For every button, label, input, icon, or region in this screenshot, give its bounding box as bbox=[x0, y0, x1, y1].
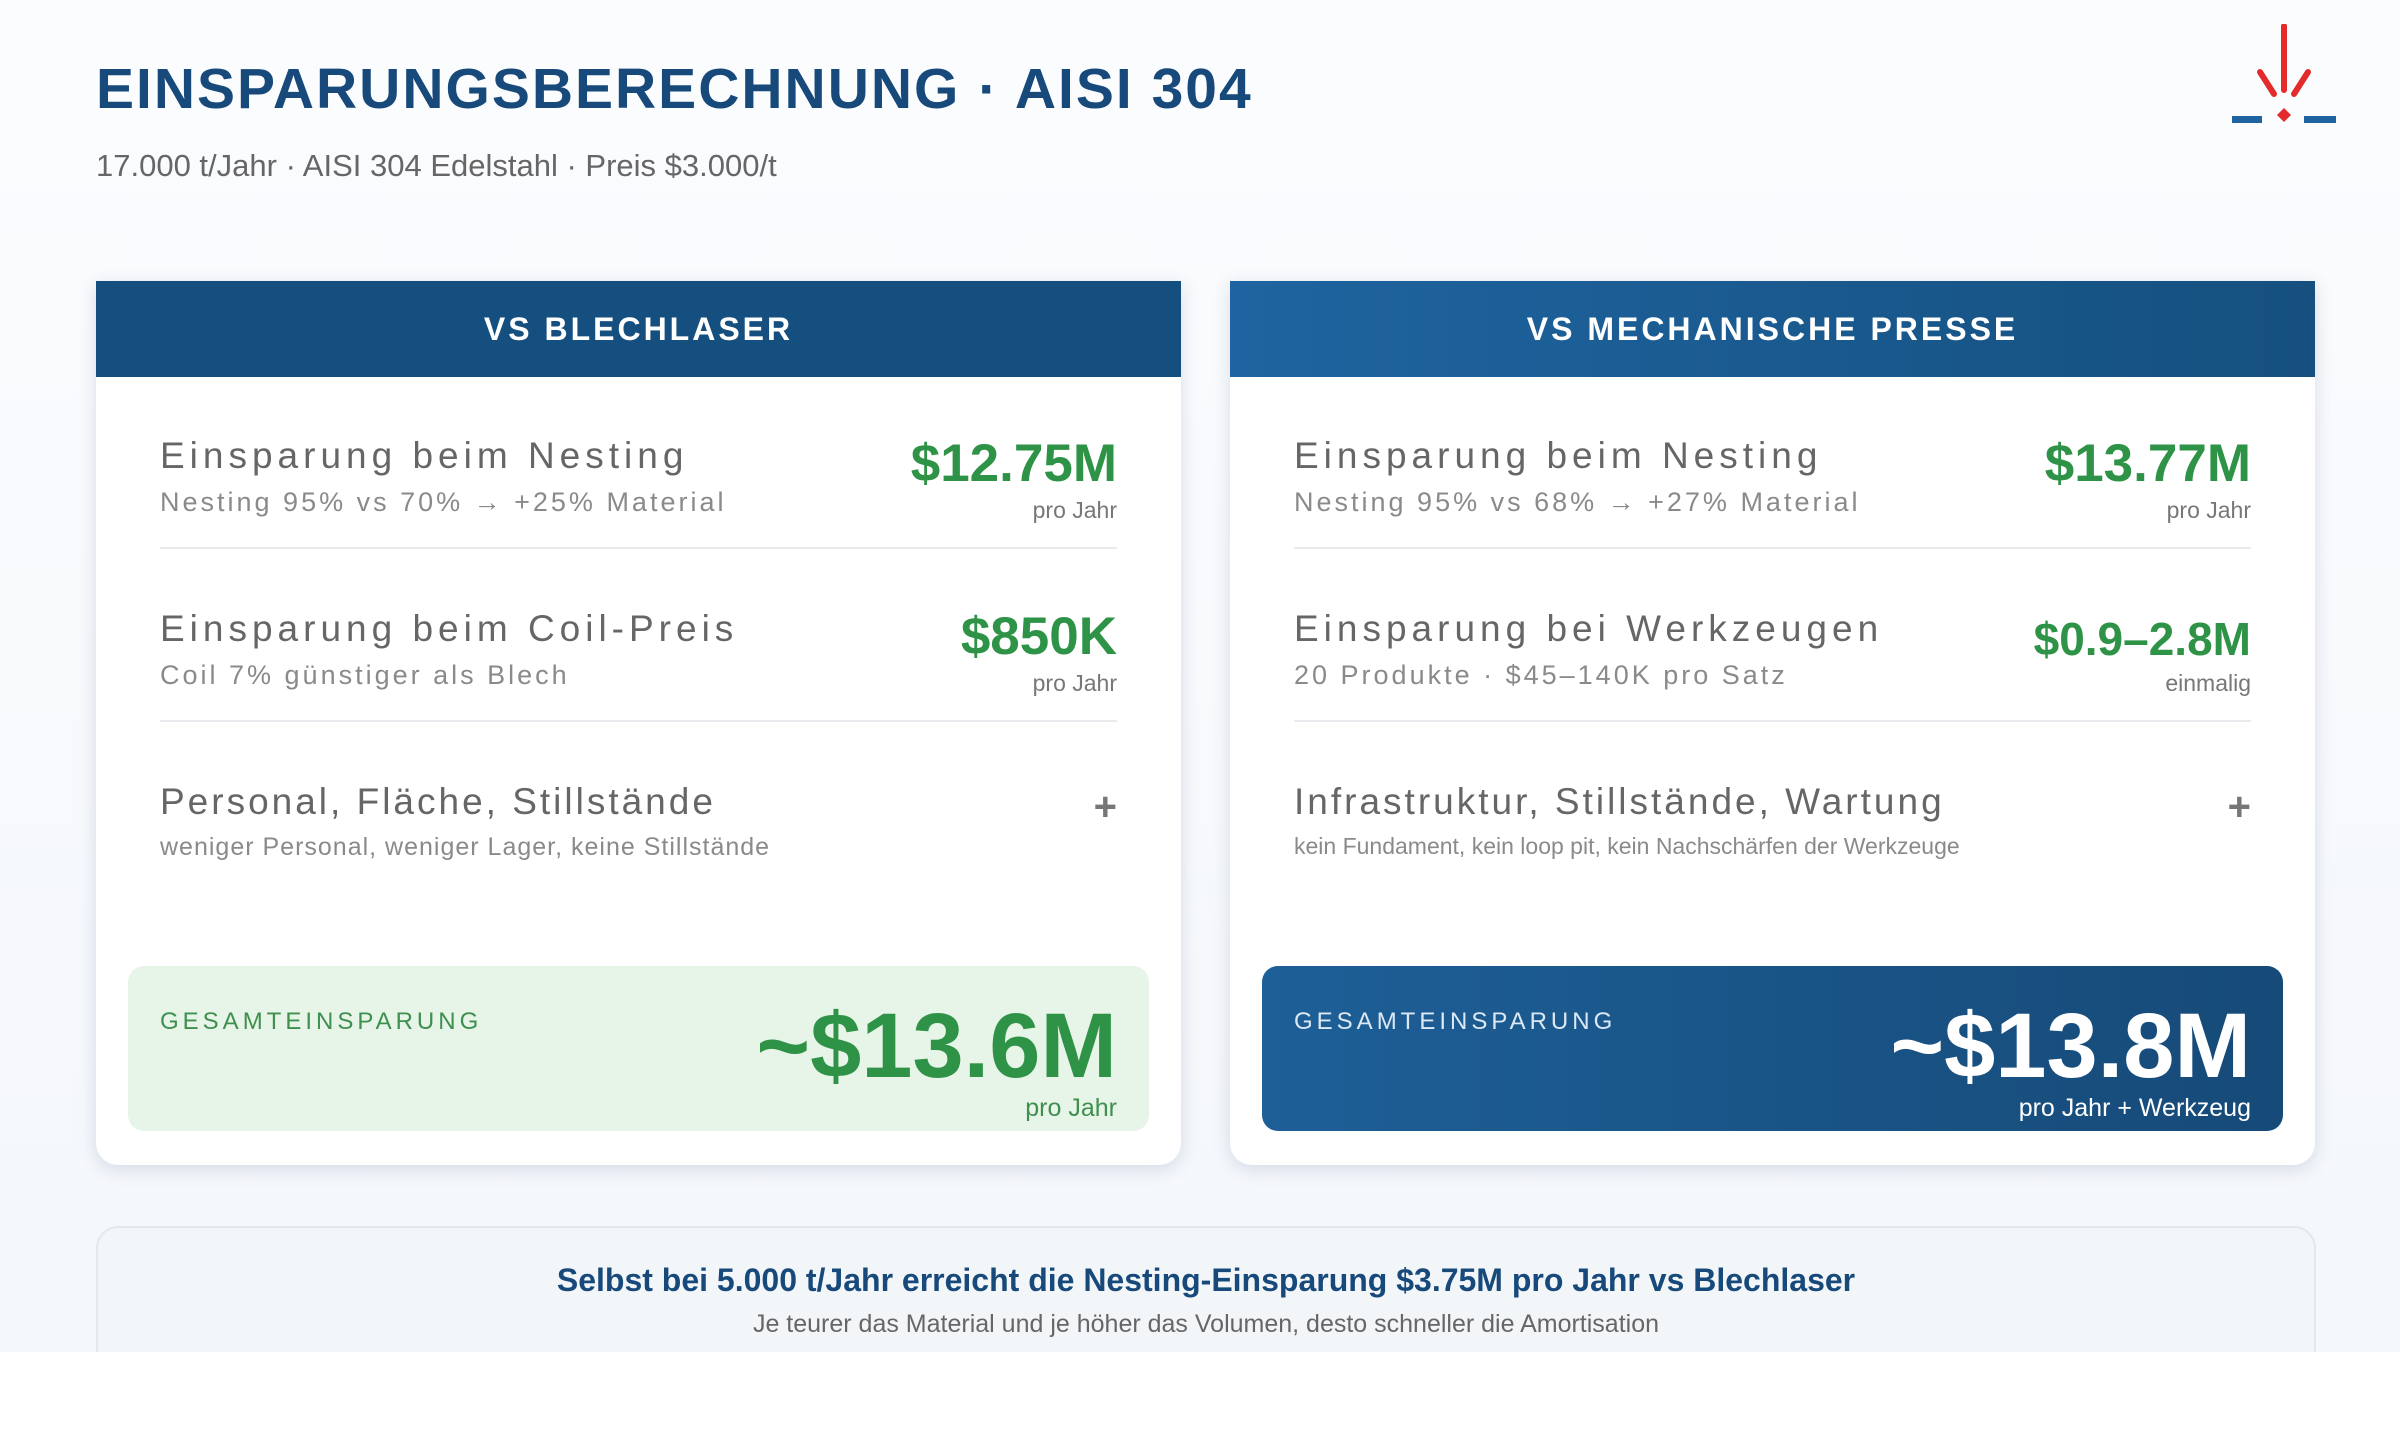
row-unit: pro Jahr bbox=[2166, 497, 2251, 523]
row-label: Einsparung beim Nesting bbox=[1294, 435, 1823, 476]
plus-icon: + bbox=[2227, 785, 2251, 829]
row-value: $850K bbox=[960, 607, 1117, 666]
row-unit: einmalig bbox=[2165, 670, 2251, 696]
row-unit: pro Jahr bbox=[1032, 497, 1117, 523]
card-heading: VS MECHANISCHE PRESSE bbox=[1230, 281, 2315, 377]
row-description: Coil 7% günstiger als Blech bbox=[160, 660, 570, 690]
row-description: 20 Produkte · $45–140K pro Satz bbox=[1294, 660, 1788, 690]
comparison-card-laser bbox=[96, 281, 1181, 1165]
summary-note bbox=[96, 1226, 2316, 1352]
page-subtitle: 17.000 t/Jahr · AISI 304 Edelstahl · Preis $3.000/t bbox=[96, 148, 777, 183]
row-description: weniger Personal, weniger Lager, keine Stillstände bbox=[160, 833, 771, 861]
row-description: kein Fundament, kein loop pit, kein Nachschärfen der Werkzeuge bbox=[1294, 833, 1960, 859]
row-description: Nesting 95% vs 70% → +25% Material bbox=[160, 487, 727, 517]
total-label: GESAMTEINSPARUNG bbox=[1294, 1008, 1617, 1035]
row-value: $12.75M bbox=[910, 434, 1117, 493]
savings-row bbox=[160, 377, 1117, 549]
total-unit: pro Jahr + Werkzeug bbox=[2018, 1094, 2251, 1122]
row-description: Nesting 95% vs 68% → +27% Material bbox=[1294, 487, 1861, 517]
savings-row bbox=[1294, 723, 2251, 895]
total-label: GESAMTEINSPARUNG bbox=[160, 1008, 483, 1035]
card-heading: VS BLECHLASER bbox=[96, 281, 1181, 377]
note-subtext: Je teurer das Material und je höher das Volumen, desto schneller die Amortisation bbox=[752, 1310, 1660, 1338]
plus-icon: + bbox=[1093, 785, 1117, 829]
row-label: Einsparung beim Nesting bbox=[160, 435, 689, 476]
row-label: Einsparung beim Coil-Preis bbox=[160, 608, 739, 649]
total-value: ~$13.8M bbox=[1890, 995, 2251, 1097]
page-title: EINSPARUNGSBERECHNUNG · AISI 304 bbox=[96, 57, 1253, 121]
row-value: $0.9–2.8M bbox=[2033, 613, 2251, 665]
row-label: Einsparung bei Werkzeugen bbox=[1294, 608, 1884, 649]
savings-row bbox=[1294, 377, 2251, 549]
savings-row bbox=[160, 723, 1117, 895]
row-value: $13.77M bbox=[2044, 434, 2251, 493]
savings-row bbox=[160, 550, 1117, 722]
row-label: Personal, Fläche, Stillstände bbox=[160, 781, 716, 822]
total-value: ~$13.6M bbox=[756, 995, 1117, 1097]
total-savings-box bbox=[1262, 966, 2283, 1131]
burst-logo-icon bbox=[2232, 24, 2336, 134]
comparison-card-press bbox=[1230, 281, 2315, 1165]
savings-row bbox=[1294, 550, 2251, 722]
total-unit: pro Jahr bbox=[1025, 1094, 1117, 1122]
row-label: Infrastruktur, Stillstände, Wartung bbox=[1294, 781, 1945, 822]
note-headline: Selbst bei 5.000 t/Jahr erreicht die Nesting-Einsparung $3.75M pro Jahr vs Blechlaser bbox=[556, 1262, 1856, 1298]
row-unit: pro Jahr bbox=[1032, 670, 1117, 696]
total-savings-box bbox=[128, 966, 1149, 1131]
